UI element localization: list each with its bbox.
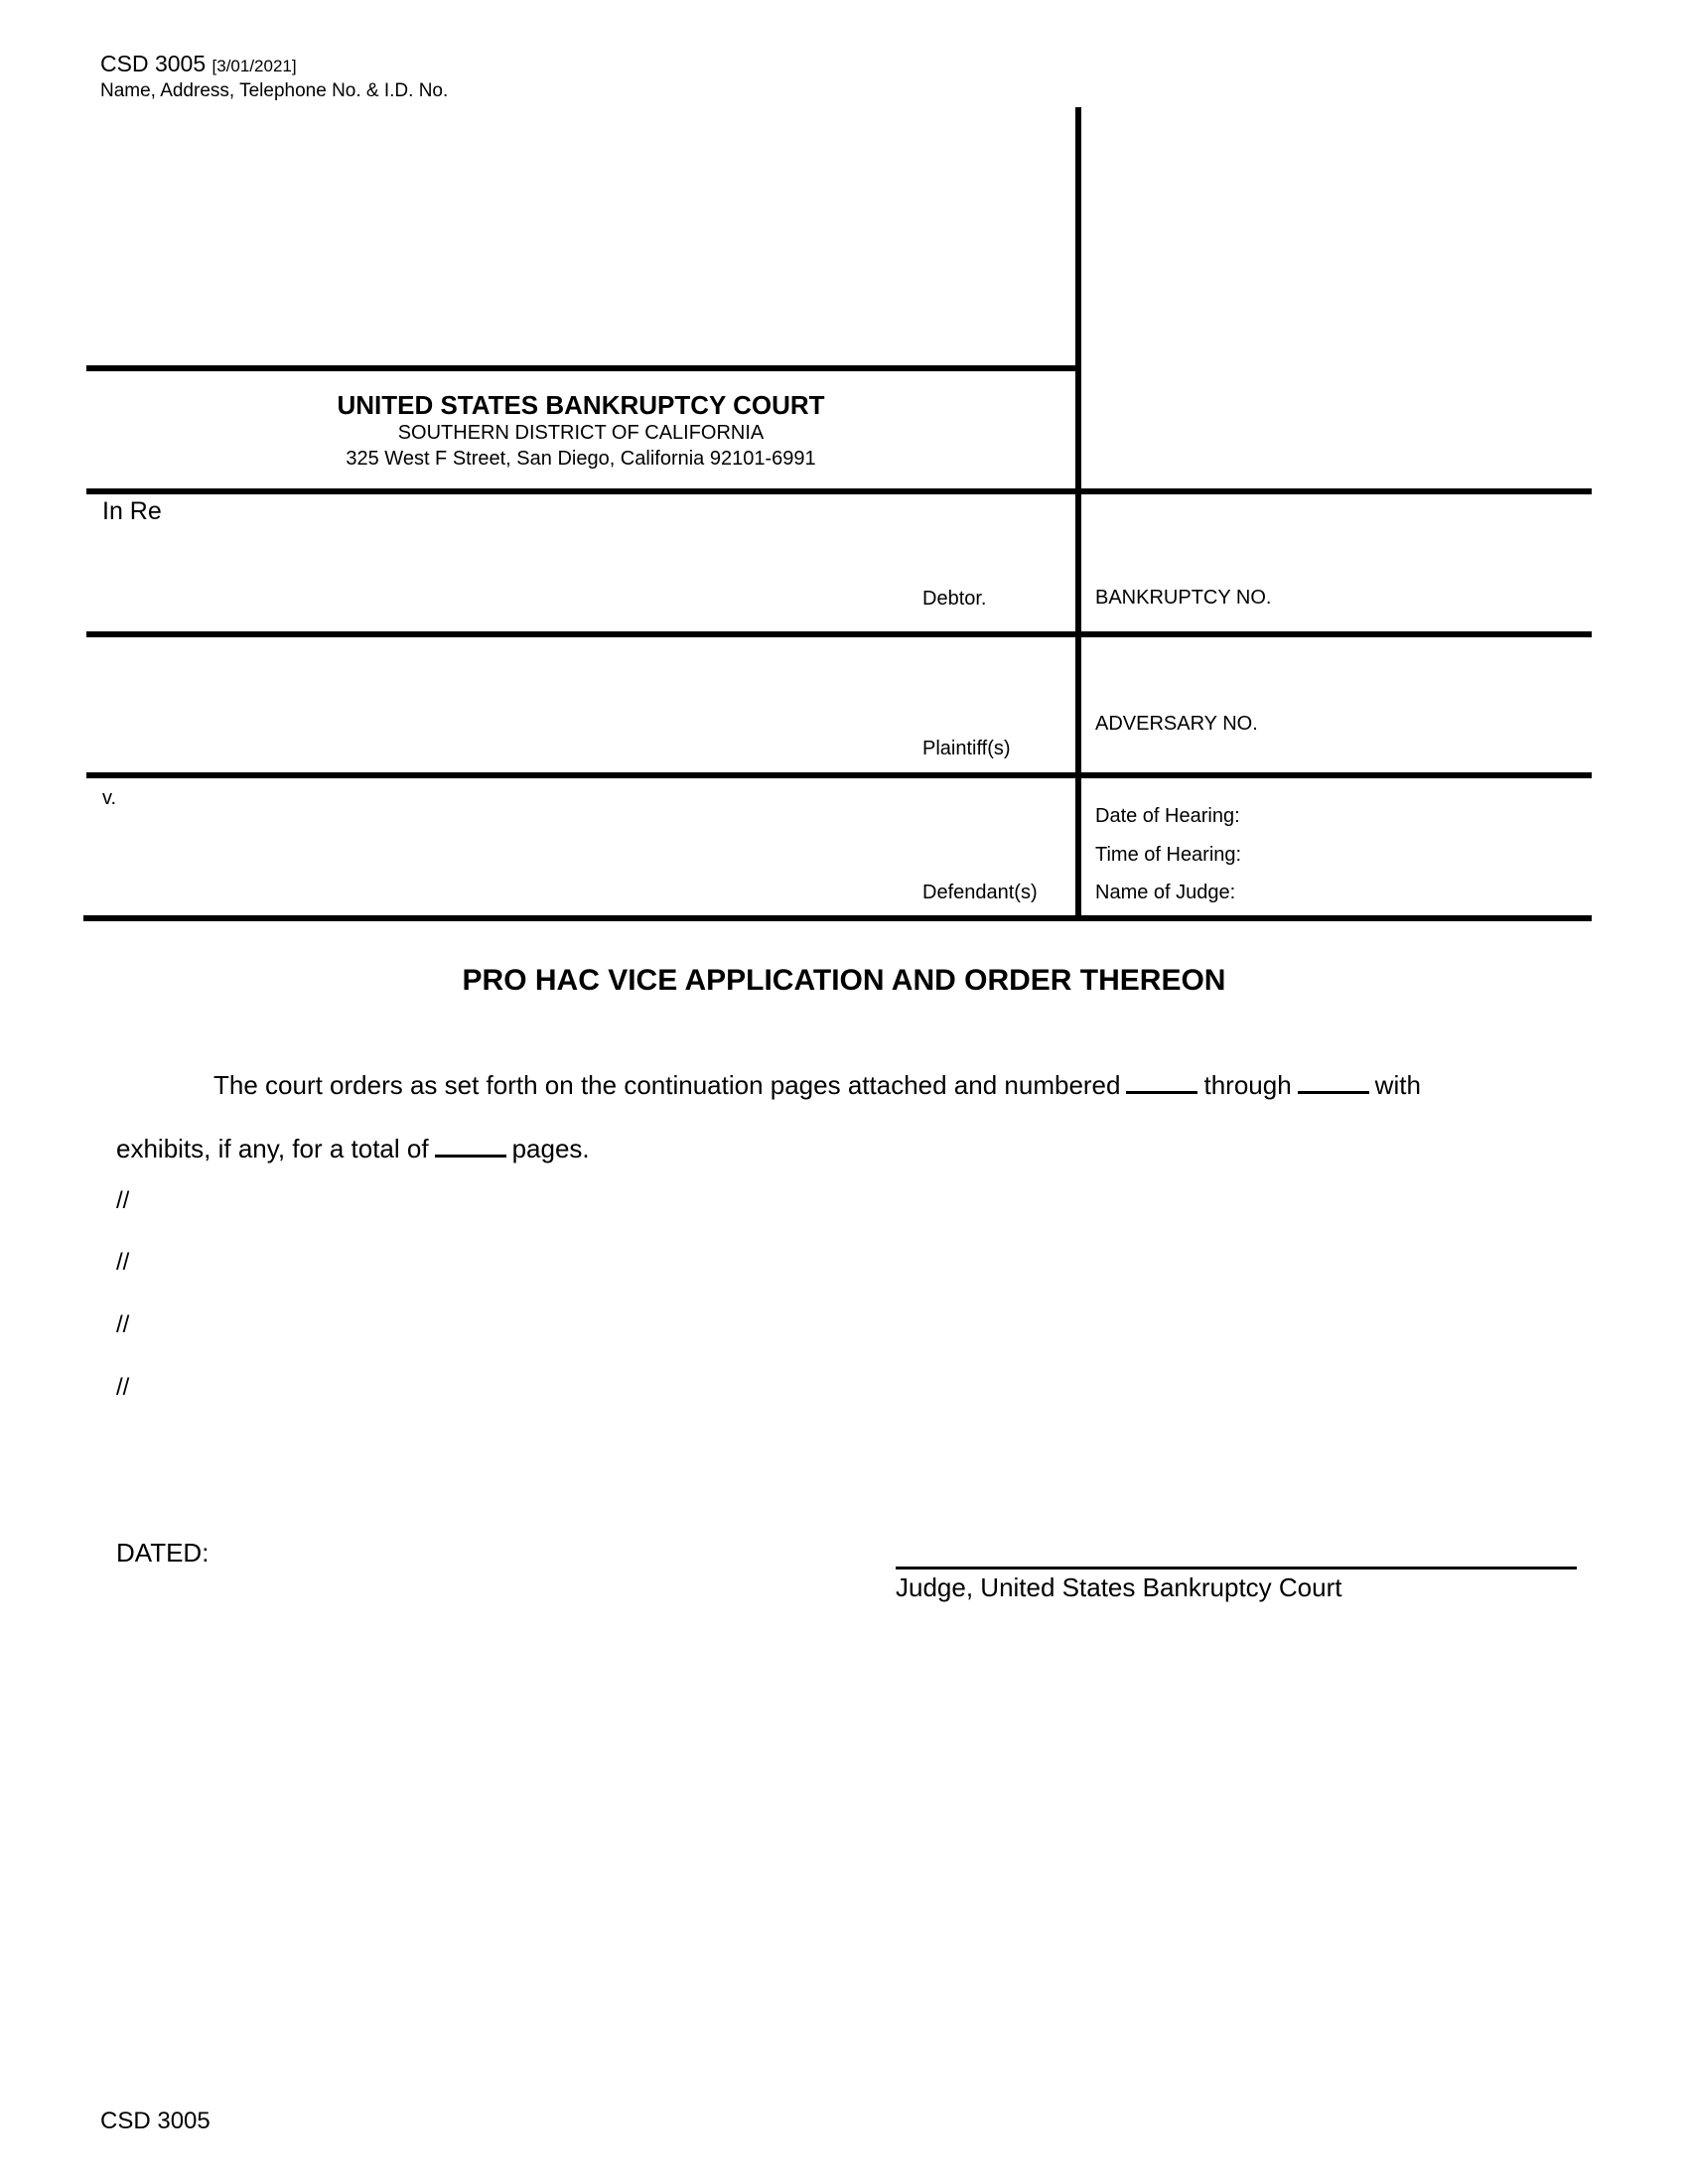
continuation-mark: //	[116, 1187, 130, 1214]
divider-line	[86, 772, 1592, 778]
order-text-line-1	[213, 1065, 1421, 1098]
continuation-mark: //	[116, 1311, 130, 1338]
dated-label: DATED:	[116, 1538, 210, 1568]
order-text: with	[1374, 1070, 1421, 1100]
end-page-blank[interactable]	[1298, 1065, 1369, 1094]
continuation-mark: //	[116, 1374, 130, 1401]
adversary-no-label: ADVERSARY NO.	[1095, 713, 1258, 735]
defendants-label: Defendant(s)	[922, 882, 1038, 903]
divider-line	[83, 915, 1592, 921]
total-pages-blank[interactable]	[435, 1129, 506, 1158]
footer-form-code: CSD 3005	[100, 2108, 211, 2134]
court-address: 325 West F Street, San Diego, California 92101-6991	[346, 448, 816, 470]
versus-label: v.	[102, 787, 117, 809]
order-text: The court orders as set forth on the continuation pages attached and numbered	[213, 1070, 1121, 1100]
date-of-hearing-label: Date of Hearing:	[1095, 805, 1240, 827]
form-code-header	[100, 53, 297, 75]
order-text: pages.	[511, 1134, 590, 1163]
form-code: CSD 3005	[100, 51, 207, 76]
order-text: exhibits, if any, for a total of	[116, 1134, 429, 1163]
judge-signature-line[interactable]	[896, 1567, 1577, 1570]
judge-signature-label: Judge, United States Bankruptcy Court	[896, 1572, 1342, 1602]
court-district: SOUTHERN DISTRICT OF CALIFORNIA	[397, 422, 765, 444]
plaintiffs-label: Plaintiff(s)	[922, 738, 1011, 759]
court-block	[86, 390, 1075, 472]
bankruptcy-no-label: BANKRUPTCY NO.	[1095, 587, 1272, 609]
divider-line	[86, 631, 1592, 637]
continuation-mark: //	[116, 1249, 130, 1276]
start-page-blank[interactable]	[1126, 1065, 1197, 1094]
court-name: UNITED STATES BANKRUPTCY COURT	[337, 390, 825, 420]
caption-vertical-divider	[1075, 107, 1081, 921]
time-of-hearing-label: Time of Hearing:	[1095, 844, 1242, 866]
document-title: PRO HAC VICE APPLICATION AND ORDER THEREON	[462, 964, 1226, 997]
form-date: [3/01/2021]	[211, 57, 297, 75]
debtor-label: Debtor.	[922, 588, 987, 610]
order-text: through	[1203, 1070, 1292, 1100]
filer-info-label: Name, Address, Telephone No. & I.D. No.	[100, 80, 449, 101]
divider-line	[86, 365, 1081, 371]
order-text-line-2	[116, 1129, 590, 1161]
name-of-judge-label: Name of Judge:	[1095, 882, 1236, 903]
divider-line	[86, 488, 1592, 494]
in-re-label: In Re	[102, 497, 162, 525]
